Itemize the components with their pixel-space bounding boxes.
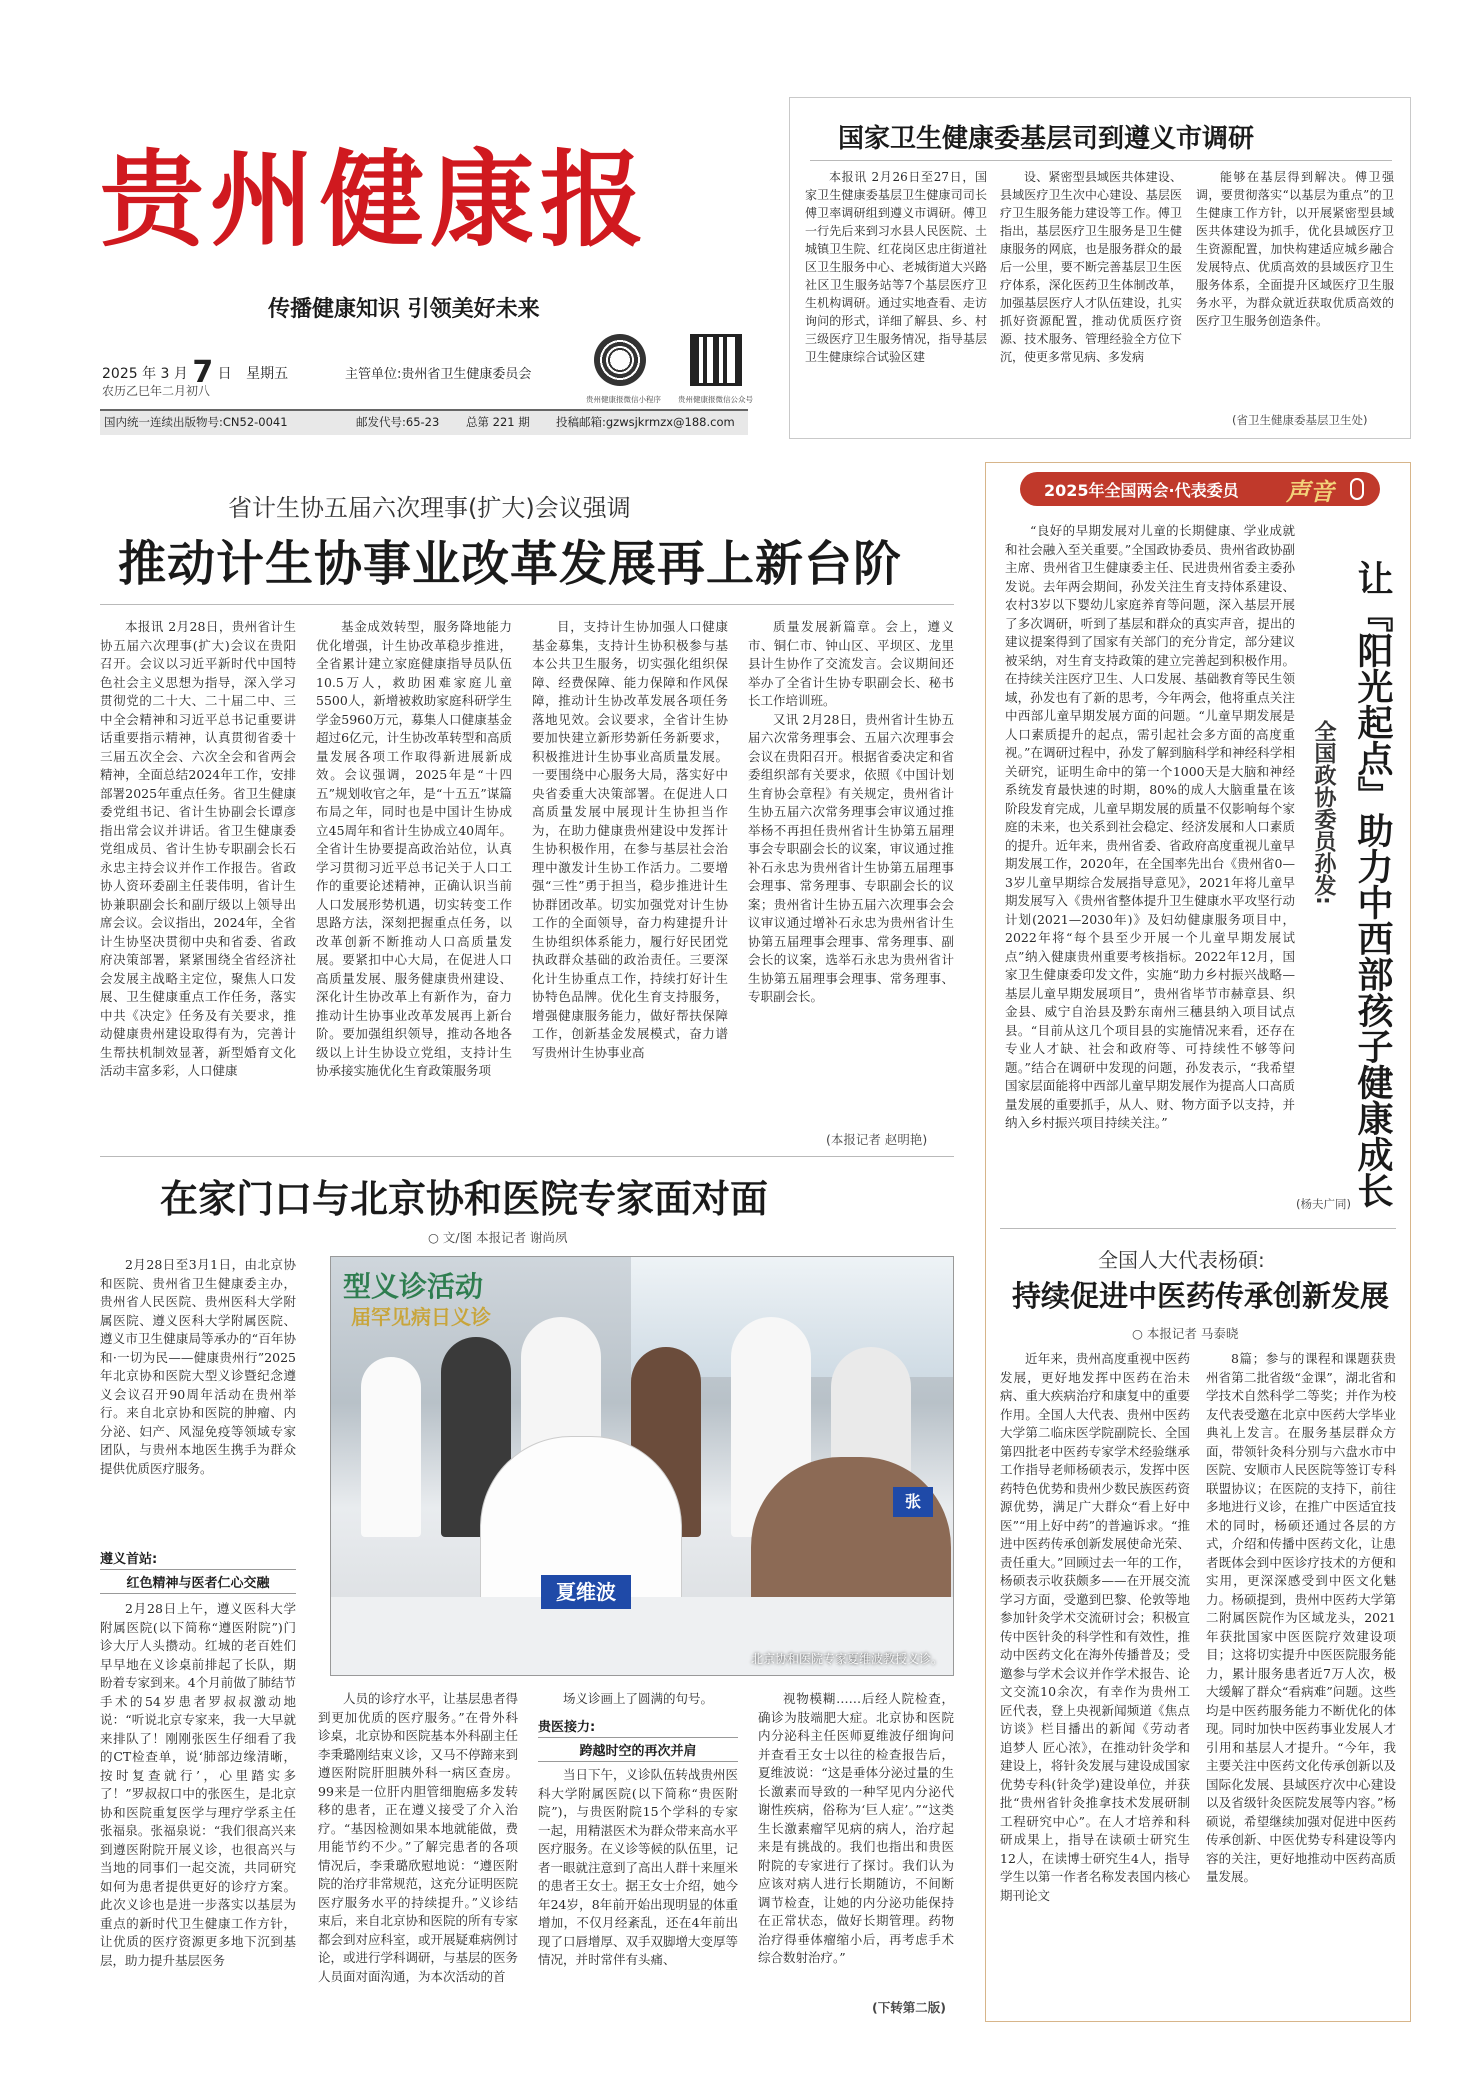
lead-col-4 xyxy=(748,618,954,1130)
sponsor: 主管单位:贵州省卫生健康委员会 xyxy=(345,367,532,382)
feature-bottom-col-2 xyxy=(538,1690,738,2016)
postal-code: 邮发代号:65-23 xyxy=(356,415,440,429)
photo-caption: 北京协和医院专家夏维波教授义诊。 xyxy=(750,1652,943,1666)
feature-byline: ○ 文/图 本报记者 谢尚夙 xyxy=(428,1230,568,1245)
feature-top-divider xyxy=(100,1156,954,1157)
lead-col-4a: 质量发展新篇章。会上，遵义市、铜仁市、钟山区、平坝区、龙里县计生协作了交流发言。会议期间还举办了全省计生协专职副会长、秘书长工作培训班。 xyxy=(748,619,954,708)
section2-label: 贵医接力: xyxy=(538,1720,596,1735)
top-right-col-2: 设、紧密型县域医共体建设、县域医疗卫生次中心建设、基层医疗卫生服务能力建设等工作。傅卫指出，基层医疗卫生服务是卫生健康服务的网底，也是服务群众的最后一公里，要不断完善基层卫生医疗体系，深化医药卫生体制改革，加强基层医疗人才队伍建设，扎实抓好资源配置，推动优质医疗资源、技术服务、管理经验全方位下沉，使更多常见病、多发病 xyxy=(1000,170,1182,364)
top-right-col-1: 本报讯 2月26日至27日，国家卫生健康委基层卫生健康司司长傅卫率调研组到遵义市调研。傅卫一行先后来到习水县人民医院、土城镇卫生院、红花岗区忠庄街道社区卫生服务中心、老城街道大兴路社区卫生服务站等7个基层医疗卫生机构调研。通过实地查看、走访询问的形式，详细了解县、乡、村三级医疗卫生服务情况，指导基层卫生健康综合试验区建 xyxy=(805,170,987,364)
feature-bottom-col-2a: 场义诊画上了圆满的句号。 xyxy=(563,1691,714,1706)
lead-headline: 推动计生协事业改革发展再上新台阶 xyxy=(118,536,903,592)
qr1-caption: 贵州健康报微信小程序 xyxy=(586,395,661,404)
section1-label: 遵义首站: xyxy=(100,1552,158,1567)
top-right-source: (省卫生健康委基层卫生处) xyxy=(1232,413,1368,427)
photo-banner: 型义诊活动 xyxy=(343,1270,484,1303)
date-day: 7 xyxy=(192,355,214,390)
section2-heading xyxy=(538,1716,738,1762)
sidebar-vertical-kicker: 全国政协委员孙发: xyxy=(1311,720,1336,905)
feature-headline: 在家门口与北京协和医院专家面对面 xyxy=(160,1177,769,1221)
sidebar-banner-text: 2025年全国两会·代表委员 xyxy=(1044,481,1239,500)
sidebar2-kicker: 全国人大代表杨碩: xyxy=(1098,1248,1265,1272)
lead-divider xyxy=(100,604,954,605)
feature-bottom-col-1: 人员的诊疗水平，让基层患者得到更加优质的医疗服务。”在骨外科诊桌，北京协和医院基本外科副主任李秉璐刚结束义诊，又马不停蹄来到遵医附院肝胆胰外科一病区查房。99来是一位肝内胆管细胞癌多发转移的患者，正在遵义接受了介入治疗。“基因检测如果本地就能做，费用能节约不少。”了解完患者的各项情况后，李秉璐欣慰地说：“遵医附院的治疗非常规范，这充分证明医院医疗服务水平的持续提升。”义诊结束后，来自北京协和医院的所有专家都会到对应科室，或开展疑难病例讨论，或进行学科调研，与基层的医务人员面对面沟通，为本次活动的首 xyxy=(318,1691,518,1984)
feature-photo xyxy=(330,1256,954,1676)
feature-continued: (下转第二版) xyxy=(872,2000,946,2015)
issue-number: 总第 221 期 xyxy=(466,415,530,429)
lead-col-1: 本报讯 2月28日，贵州省计生协五届六次理事(扩大)会议在贵阳召开。会议以习近平新时代中国特色社会主义思想为指导，深入学习贯彻党的二十大、二十届二中、三中全会精神和习近平总书记重要讲话重要指示精神，认真贯彻省委十三届五次全会、六次全会和省两会精神，全面总结2024年工作，安排部署2025年重点任务。省卫生健康委党组书记、省计生协副会长谭彦指出常会议并讲话。省卫生健康委党组成员、省计生协专职副会长石永忠主持会议并作工作报告。省政协人资环委副主任裴伟明，省计生协兼职副会长和副厅级以上领导出席会议。会议指出，2024年，全省计生协坚决贯彻中央和省委、省政府决策部署，紧紧围绕全省经济社会发展主战略主定位，聚焦人口发展、卫生健康重点工作任务，落实中共《决定》任务及有关要求，推动健康贵州建设取得有为，完善计生帮扶机制效显著，新型婚育文化活动丰富多彩，人口健康 xyxy=(100,619,296,1078)
lead-col-4b: 又讯 2月28日，贵州省计生协五届六次常务理事会、五届六次理事会会议在贵阳召开。根据省委决定和省委组织部有关要求，依照《中国计划生育协会章程》有关规定，贵州省计生协五届六次常务理事会审议通过推举杨不再担任贵州省计生协第五届理事会专职副会长的议案，审议通过推补石永忠为贵州省计生协第五届理事会理事、常务理事、专职副会长的议案；贵州省计生协五届六次理事会会议审议通过增补石永忠为贵州省计生协第五届理事会理事、常务理事、副会长的议案，选举石永忠为贵州省计生协第五届理事会理事、常务理事、专职副会长。 xyxy=(748,711,954,1004)
newspaper-title: 贵州健康报 xyxy=(100,138,651,261)
lead-col-3: 目，支持计生协加强人口健康基金募集，支持计生协积极参与基本公共卫生服务，切实强化组织保障、经费保障、能力保障和作风保障，推动计生协改革发展各项任务落地见效。会议要求，全省计生协要加快建立新形势新任务新要求，积极推进计生协事业高质量发展。一要围绕中心服务大局，落实好中央省委重大决策部署。在促进人口高质量发展中展现计生协担当作为，在助力健康贵州建设中发挥计生协积极作用，在参与基层社会治理中激发计生协工作活力。二要增强“三性”勇于担当，稳步推进计生协群团改革。切实加强党对计生协工作的全面领导，奋力构建提升计生协组织体系能力，履行好民团党执政群众基础的政治责任。三要深化计生协重点工作，持续打好计生协特色品牌。优化生育支持服务，增强健康服务能力，做好帮扶保障工作，创新基金发展模式，奋力谱写贵州计生协事业高 xyxy=(532,619,728,1060)
section2-title: 跨越时空的再次并肩 xyxy=(538,1737,738,1762)
slogan: 传播健康知识 引领美好未来 xyxy=(268,297,540,322)
feature-intro: 2月28日至3月1日，由北京协和医院、贵州省卫生健康委主办，贵州省人民医院、贵州医科大学附属医院、遵义医科大学附属医院、遵义市卫生健康局等承办的“百年协和·一切为民——健康贵州行”2025年北京协和医院大型义诊暨纪念遵义会议召开90周年活动在贵州举行。来自北京协和医院的肿瘤、内分泌、妇产、风湿免疫等领域专家团队，与贵州本地医生携手为群众提供优质医疗服务。 xyxy=(100,1257,296,1476)
date-day-suffix: 日 xyxy=(217,366,232,382)
sidebar2-col-1: 近年来，贵州高度重视中医药发展，更好地发挥中医药在治未病、重大疾病治疗和康复中的重要作用。全国人大代表、贵州中医药大学第二临床医学院副院长、全国第四批老中医药专家学术经验继承工作指导老师杨硕表示，发挥中医药特色优势和贵州少数民族医药资源优势，满足广大群众“看上好中医”“用上好中药”的普遍诉求。“推进中医药传承创新发展使命光荣、责任重大。”回顾过去一年的工作，杨硕表示收获颇多——在开展交流学习方面，受邀到巴黎、伦敦等地参加针灸学术交流研讨会；积极宣传中医针灸的科学性和有效性，推动中医药文化在海外传播普及；受邀参与学术会议并作学术报告、论文交流10余次，有幸作为贵州工匠代表，登上央视新闻频道《焦点访谈》栏目播出的新闻《劳动者 追梦人 匠心浓》，在推动针灸学和建设上，将针灸发展与建设成国家优势专科(针灸学)建设单位，并获批“贵州省针灸推拿技术发展研制工程研究中心”。在人才培养和科研成果上，指导在读硕士研究生12人，在读博士研究生4人，指导学生以第一作者名称发表国内核心期刊论文 xyxy=(1000,1351,1190,1903)
sidebar-banner-mark: 声音 xyxy=(1286,478,1334,506)
feature-section1-text: 2月28日上午，遵义医科大学附属医院(以下简称“遵医附院”)门诊大厅人头攒动。红城的老百姓们早早地在义诊桌前排起了长队，期盼着专家到来。4个月前做了肺结节手术的54岁患者罗叔叔激动地说：“听说北京专家来，我一大早就来排队了！刚刚张医生仔细看了我的CT检查单，说‘肺部边缘清晰，按时复查就行’，心里踏实多了！”罗叔叔口中的张医生，是北京协和医院重复医学与理疗学系主任张福泉。张福泉说：“我们很高兴来到遵医附院开展义诊，也很高兴与当地的同事们一起交流，共同研究如何为患者提供更好的诊疗方案。此次义诊也是进一步落实以基层为重点的新时代卫生健康工作方针，让优质的医疗资源更多地下沉到基层，助力提升基层医务 xyxy=(100,1601,296,1968)
sidebar-text: “良好的早期发展对儿童的长期健康、学业成就和社会融入至关重要。”全国政协委员、贵州省政协副主席、贵州省卫生健康委主任、民进贵州省委主委孙发说。去年两会期间，孙发关注生育支持体系建设、农村3岁以下婴幼儿家庭养育等问题，深入基层开展了多次调研，听到了基层和群众的真实声音，提出的建议提案得到了国家有关部门的充分肯定，部分建议被采纳，对生育支持政策的建立完善起到积极作用。在持续关注医疗卫生、人口发展、基础教育等民生领域，孙发也有了新的思考，今年两会，他将重点关注中西部儿童早期发展方面的问题。“儿童早期发展是人口素质提升的起点，需引起社会多方面的高度重视。”在调研过程中，孙发了解到脑科学和神经科学相关研究，证明生命中的第一个1000天是大脑和神经系统发育最快速的时期，80%的成人大脑重量在该阶段发育完成，儿童早期发展的质量不仅影响每个家庭的未来，也关系到社会稳定、经济发展和人口素质的提升。近年来，贵州省委、省政府高度重视儿童早期发展工作，2020年，在全国率先出台《贵州省0—3岁儿童早期综合发展指导意见》，2021年将儿童早期发展写入《贵州省整体提升卫生健康水平攻坚行动计划(2021—2030年)》及妇幼健康服务项目中，2022年将“每个县至少开展一个儿童早期发展试点”纳入健康贵州重要考核指标。2022年12月，国家卫生健康委印发文件，实施“助力乡村振兴战略—基层儿童早期发展项目”，贵州省毕节市赫章县、织金县、威宁自治县及黔东南州三穗县纳入项目试点县。“目前从这几个项目县的实施情况来看，还存在专业人才缺、社会和政府等、可持续性不够等问题。”结合在调研中发现的问题，孙发表示，“我希望国家层面能将中西部儿童早期发展作为提高人口高质量发展的重要抓手，从人、财、物方面予以支持，并纳入乡村振兴项目持续关注。” xyxy=(1005,523,1295,1130)
feature-bottom-col-2b: 当日下午，义诊队伍转战贵州医科大学附属医院(以下简称“贵医附院”)，与贵医附院15个学科的专家一起，用精湛医术为群众带来高水平医疗服务。在义诊等候的队伍里，记者一眼就注意到了高出人群十来厘米的患者王女士。据王女士介绍，她今年24岁，8年前开始出现明显的体重增加，不仅月经紊乱，还在4年前出现了口唇增厚、双手双脚增大变厚等情况，并时常伴有头痛、 xyxy=(538,1767,738,1967)
sidebar-source: (杨夫广同) xyxy=(1296,1197,1351,1211)
lunar-date: 农历乙巳年二月初八 xyxy=(102,384,211,398)
sidebar2-col-2: 8篇；参与的课程和课题获贵州省第二批省级“金课”，湖北省和学技术自然科学二等奖；并作为校友代表受邀在北京中医药大学毕业典礼上发言。在服务基层群众方面，带领针灸科分别与六盘水市中医院、安顺市人民医院等签订专科联盟协议；在医院的支持下，前往多地进行义诊，在推广中医适宜技术的同时，杨硕还通过各层的方式，介绍和传播中医药文化，让患者既体会到中医诊疗技术的方便和实用，更深深感受到中医文化魅力。杨硕提到，贵州中医药大学第二附属医院作为区域龙头，2021年获批国家中医医院疗效建设项目；这将切实提升中医医院服务能力，累计服务患者近7万人次，极大缓解了群众“看病难”问题。这些均是中医药服务能力不断优化的体现。同时加快中医药事业发展人才引用和基层人才提升。“今年，我主要关注中医药文化传承创新以及国际化发展、县域医疗次中心建设以及省级针灸医院发展等内容。”杨硕说，希望继续加强对促进中医药传承创新、中医优势专科建设等内容的关注，更好地推动中医药高质量发展。 xyxy=(1206,1351,1396,1884)
weekday: 星期五 xyxy=(246,366,289,382)
sidebar-mid-divider xyxy=(1000,1228,1396,1229)
qr-miniprogram[interactable] xyxy=(594,334,646,386)
photo-person-1 xyxy=(361,1357,421,1537)
microphone-icon xyxy=(1350,478,1364,500)
lead-source: (本报记者 赵明艳) xyxy=(826,1132,928,1147)
top-right-headline: 国家卫生健康委基层司到遵义市调研 xyxy=(838,124,1255,154)
date-month: 2025 年 3 月 xyxy=(102,366,188,382)
qr2-caption: 贵州健康报微信公众号 xyxy=(678,395,753,404)
sidebar2-byline: ○ 本报记者 马泰晓 xyxy=(1132,1326,1239,1341)
top-right-col-3: 能够在基层得到解决。傅卫强调，要贯彻落实“以基层为重点”的卫生健康工作方针，以开展紧密型县域医共体建设为抓手，优化县域医疗卫生资源配置，加快构建适应城乡融合发展特点、优质高效的县域医疗卫生服务体系，全面提升区域医疗卫生服务水平，为群众就近获取优质高效的医疗卫生服务创造条件。 xyxy=(1196,170,1394,328)
photo-banner-2: 届罕见病日义诊 xyxy=(351,1305,491,1329)
qr-official-account[interactable] xyxy=(690,334,742,386)
section1-heading xyxy=(100,1548,296,1594)
issn: 国内统一连续出版物号:CN52-0041 xyxy=(104,415,288,429)
photo-nameplate-2: 张 xyxy=(893,1487,933,1517)
lead-kicker: 省计生协五届六次理事(扩大)会议强调 xyxy=(228,494,631,522)
photo-nameplate: 夏维波 xyxy=(541,1575,631,1609)
sidebar2-headline: 持续促进中医药传承创新发展 xyxy=(1012,1279,1390,1313)
feature-bottom-col-3: 视物模糊……后经人院检查，确诊为肢端肥大症。北京协和医院内分泌科主任医师夏维波仔细询问并查看王女士以往的检查报告后，夏维波说：“这是垂体分泌过量的生长激素而导致的一种罕见内分泌代谢性疾病，俗称为‘巨人症’。”“这类生长激素瘤罕见病的病人，治疗起来是有挑战的。我们也指出和贵医附院的专家进行了探讨。我们认为应该对病人进行长期随访，不间断调节检查，让她的内分泌功能保持在正常状态，做好长期管理。药物治疗得垂体瘤缩小后，再考虑手术综合数射治疗。” xyxy=(758,1691,954,1965)
submission-email[interactable]: 投稿邮箱:gzwsjkrmzx@188.com xyxy=(556,415,735,429)
sidebar-vertical-headline: 让『阳光起点』助力中西部孩子健康成长 xyxy=(1352,560,1393,1208)
section1-title: 红色精神与医者仁心交融 xyxy=(100,1569,296,1594)
lead-col-2: 基金成效转型，服务降地能力优化增强，计生协改革稳步推进，全省累计建立家庭健康指导员队伍10.5万人，救助困难家庭儿童5500人，新增被救助家庭科研学生学金5960万元，募集人口健康基金超过6亿元，计生协改革转型和高质量发展各项工作取得新进展新成效。会议强调，2025年是“十四五”规划收官之年，是“十五五”谋篇布局之年，同时也是中国计生协成立45周年和省计生协成立40周年。全省计生协要提高政治站位，认真学习贯彻习近平总书记关于人口工作的重要论述精神，正确认识当前人口发展形势机遇，切实转变工作思路方法，深刻把握重点任务，以改革创新不断推动人口高质量发展。要紧扣中心大局，在促进人口高质量发展、服务健康贵州建设、深化计生协改革上有新作为，奋力推动计生协事业改革发展再上新台阶。要加强组织领导，推动各地各级以上计生协设立党组，支持计生协承接实施优化生育政策服务项 xyxy=(316,619,512,1078)
top-right-divider xyxy=(810,160,1392,161)
